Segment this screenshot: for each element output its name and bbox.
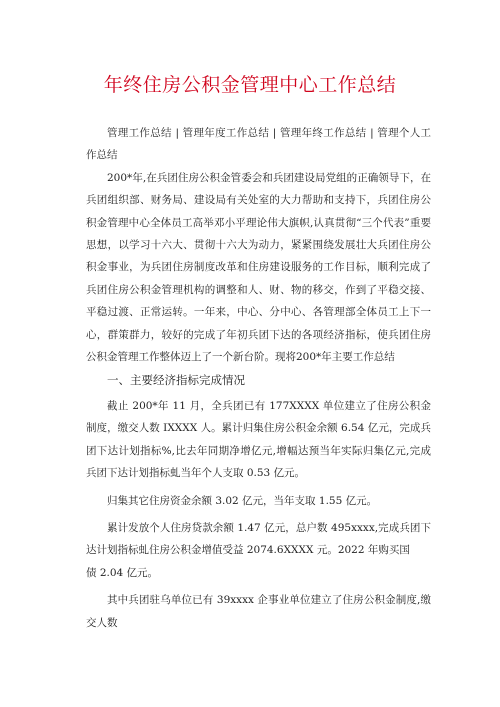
- paragraph-other-funds: 归集其它住房资金余额 3.02 亿元，当年支取 1.55 亿元。: [107, 494, 378, 507]
- tags-line: 管理工作总结 | 管理年度工作总结 | 管理年终工作总结 | 管理个人工作总结: [86, 127, 431, 162]
- intro-paragraph: 200*年,在兵团住房公积金管委会和兵团建设局党组的正确领导下，在兵团组织部、财务局、建设局有关处室的大力帮助和支持下，兵团住房公积金管理中心全体员工高举邓小平理论伟大旗帜,认真贯彻“三个代表”重要思想，以学习十六大、贯彻十六大为动力，紧紧围绕发展壮大兵团住房公积金事业，为兵团住房制度改革和住房建设服务的工作目标，顺利完成了兵团住房公积金管理机构的调整和人、财、物的移交，作到了平稳交接、平稳过渡、正常运转。一年来，中心、分中心、各管理部全体员工上下一心，群策群力，较好的完成了年初兵团下达的各项经济指标，使兵团住房公积金管理工作整体迈上了一个新台阶。现将200*年主要工作总结: [86, 171, 431, 364]
- paragraph-bonds: 债 2.04 亿元。: [86, 566, 159, 579]
- paragraph-loans: 累计发放个人住房贷款余额 1.47 亿元，总户数 495xxxx,完成兵团下达计划指标虬住房公积金增值受益 2074.6XXXX 元。2022 年购买国: [86, 521, 431, 557]
- section-heading: 一、主要经济指标完成情况: [107, 373, 245, 388]
- document-title: 年终住房公积金管理中心工作总结: [103, 74, 397, 96]
- document-body: [86, 122, 431, 634]
- paragraph-indicators: 截止 200*年 11 月，全兵团已有 177XXXX 单位建立了住房公积金制度，缴交人数 IXXXX 人。累计归集住房公积金余额 6.54 亿元，完成兵团下达计划指标%,比去年同期净增亿元,增幅达预当年实际归集亿元,完成兵团下达计划指标虬当年个人支取 0.53 亿元。: [86, 399, 431, 480]
- paragraph-urumqi-units: 其中兵团驻乌单位已有 39xxxx 企事业单位建立了住房公积金制度,缴交人数: [86, 594, 431, 629]
